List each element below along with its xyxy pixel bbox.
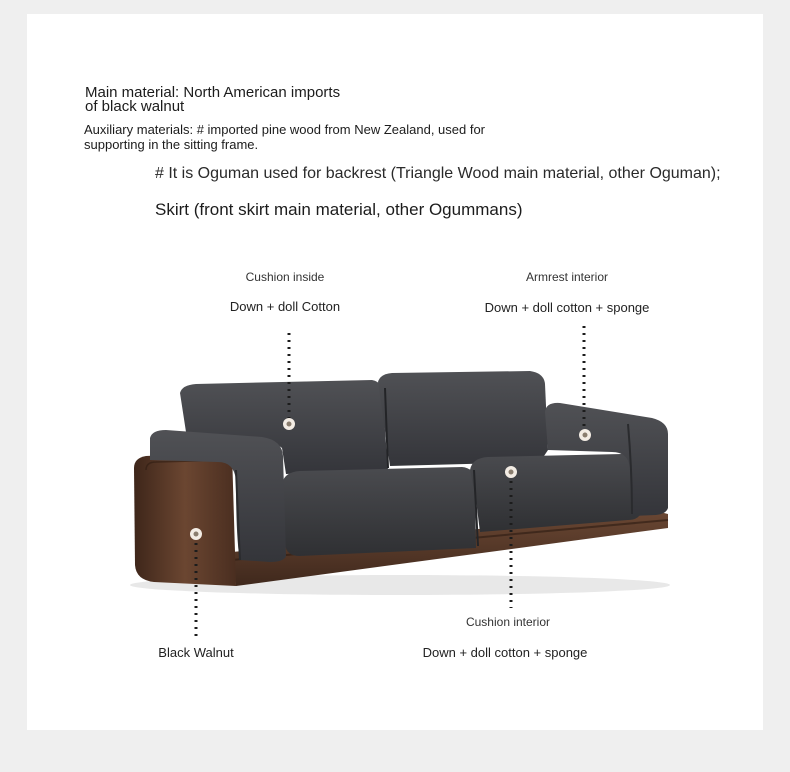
armrest-interior-label: Armrest interior — [525, 270, 608, 284]
marker-dot — [283, 418, 295, 430]
marker-dot — [190, 528, 202, 540]
backrest-material-text: # It is Oguman used for backrest (Triangle Wood main material, other Oguman); — [155, 165, 721, 182]
main-material-text-cont: of black walnut — [85, 98, 185, 115]
cushion-interior-value: Down + doll cotton + sponge — [422, 645, 588, 660]
main-material-text: Main material: North American imports — [85, 84, 341, 101]
marker-dot — [579, 429, 591, 441]
skirt-material-text: Skirt (front skirt main material, other Ogummans) — [155, 200, 523, 219]
armrest-interior-value: Down + doll cotton + sponge — [484, 300, 650, 315]
marker-dot — [505, 466, 517, 478]
auxiliary-material-text-cont: supporting in the sitting frame. — [84, 137, 259, 152]
auxiliary-material-text: Auxiliary materials: # imported pine wood from New Zealand, used for — [84, 122, 486, 137]
cushion-interior-label: Cushion interior — [465, 615, 551, 629]
cushion-inside-label: Cushion inside — [245, 270, 325, 284]
cushion-inside-value: Down + doll Cotton — [229, 299, 341, 314]
frame-material-value: Black Walnut — [158, 645, 234, 660]
